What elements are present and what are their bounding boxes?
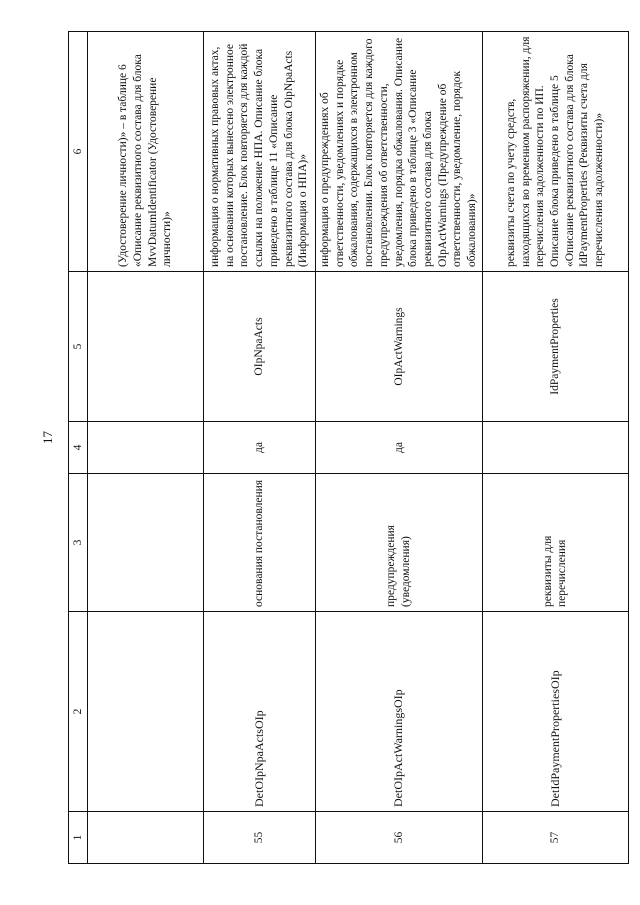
element-name: основания постановления	[204, 474, 316, 612]
element-tag	[88, 612, 204, 812]
required-flag: да	[204, 422, 316, 474]
element-name: реквизиты для перечисления	[482, 474, 628, 612]
element-name: предупреждения (уведомления)	[316, 474, 483, 612]
element-tag: DetOIpNpaActsOIp	[204, 612, 316, 812]
element-type	[88, 272, 204, 422]
row-number: 57	[482, 812, 628, 864]
row-number: 56	[316, 812, 483, 864]
row-number	[88, 812, 204, 864]
header-cell: 3	[69, 474, 88, 612]
element-type: OIpActWarnings	[316, 272, 483, 422]
required-flag	[482, 422, 628, 474]
table-row	[204, 32, 316, 864]
element-tag: DetIdPaymentPropertiesOIp	[482, 612, 628, 812]
element-type: IdPaymentProperties	[482, 272, 628, 422]
rotated-table-container	[68, 32, 612, 864]
element-tag: DetOIpActWarningsOIp	[316, 612, 483, 812]
header-cell: 1	[69, 812, 88, 864]
required-flag: да	[316, 422, 483, 474]
header-cell: 5	[69, 272, 88, 422]
table-row	[88, 32, 204, 864]
element-type: OIpNpaActs	[204, 272, 316, 422]
element-description: (Удостоверение личности)» – в таблице 6 «Описание реквизитного состава для блока MvvDatumIdentificator (Удостоверение личности)»	[88, 32, 204, 272]
row-number: 55	[204, 812, 316, 864]
element-description: информация о предупреждениях об ответственности, уведомлениях и порядке обжалования, содержащихся в электронном постановлении. Блок повторяется для каждого предупреждения об ответственности, уведомления, порядка обжалования. Описание блока приведено в таблице 3 «Описание реквизитного состава для блока OIpActWarnings (Предупреждение об ответственности, уведомление, порядок обжалования)»	[316, 32, 483, 272]
header-cell: 4	[69, 422, 88, 474]
header-row	[69, 32, 88, 864]
required-flag	[88, 422, 204, 474]
element-description: реквизиты счета по учету средств, находящихся во временном распоряжении, для перечисления задолженности по ИП. Описание блока приведено в таблице 5 «Описание реквизитного состава для блока IdPaymentProperties (Реквизиты счета для перечисления задолженности)»	[482, 32, 628, 272]
table-row	[316, 32, 483, 864]
element-name	[88, 474, 204, 612]
header-cell: 2	[69, 612, 88, 812]
element-description: информация о нормативных правовых актах, на основании которых вынесено электронное постановление. Блок повторяется для каждой ссылки на положение НПА. Описание блока приведено в таблице 11 «Описание реквизитного состава для блока OipNpaActs (Информация о НПА)»	[204, 32, 316, 272]
requisites-table	[68, 31, 629, 864]
page-number: 17	[40, 431, 55, 444]
table-row	[482, 32, 628, 864]
header-cell: 6	[69, 32, 88, 272]
